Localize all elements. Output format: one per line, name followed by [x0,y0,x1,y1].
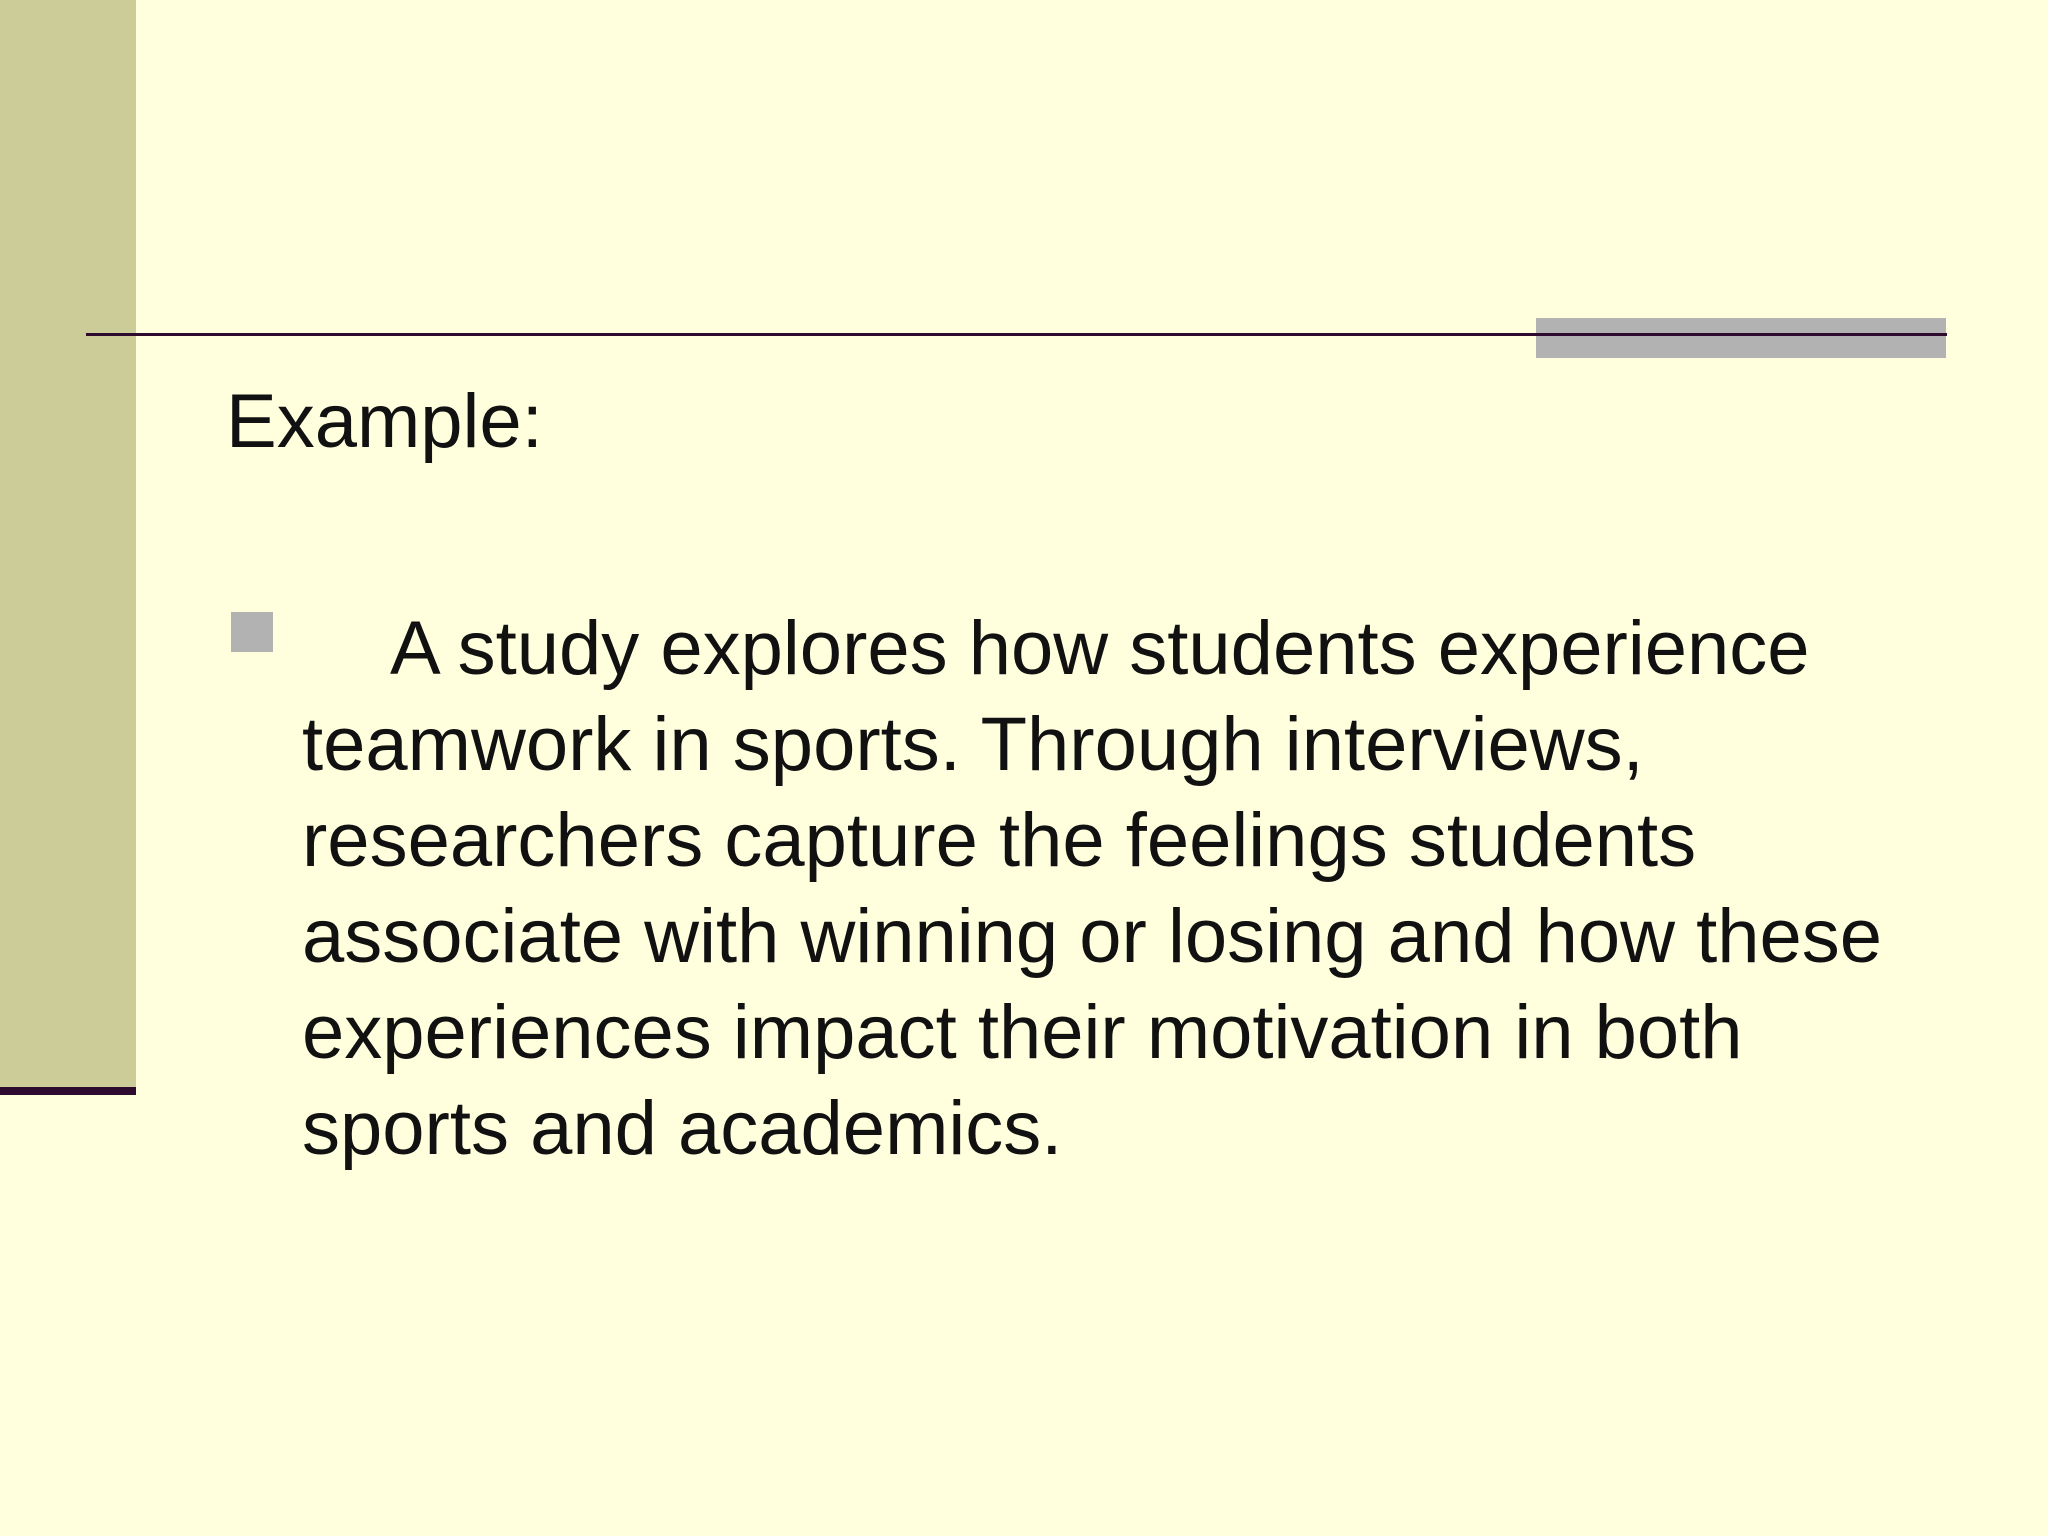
square-bullet-icon [231,612,273,652]
left-decorative-band [0,0,136,1088]
left-divider-rule [0,1087,136,1095]
bullet-text: A study explores how students experience teamwork in sports. Through interviews, researchers capture the feelings students associate with winning or losing and how these experiences impact their motivation in both sports and academics. [302,606,1883,1171]
accent-bar-rule [1536,333,1946,336]
accent-bar [1536,318,1946,358]
slide-heading: Example: [226,379,543,464]
